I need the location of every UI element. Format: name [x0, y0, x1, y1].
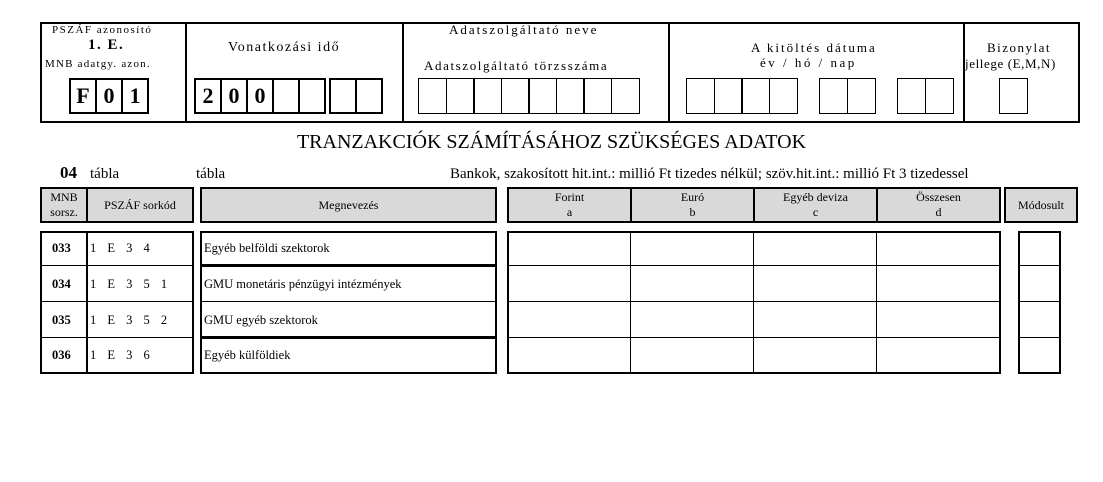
- col-header-mnb: [40, 187, 88, 223]
- doc-type-label: Bizonylat: [987, 40, 1052, 55]
- row-name: Egyéb belföldi szektorok: [204, 241, 330, 255]
- header-divider: [185, 22, 187, 123]
- mnb-id-cells: [69, 78, 147, 114]
- row-separator: [1018, 301, 1061, 302]
- provider-reg-cell[interactable]: [501, 78, 530, 114]
- col-header-modified-label: Módosult: [1017, 198, 1064, 212]
- provider-reg-cell[interactable]: [583, 78, 612, 114]
- provider-reg-cell[interactable]: [556, 78, 585, 114]
- value-col-divider: [630, 231, 631, 374]
- row-separator: [507, 265, 1001, 266]
- row-separator: [1018, 265, 1061, 266]
- row-code: 1 E 3 6: [90, 348, 154, 362]
- date-day-cells: [897, 78, 952, 114]
- date-year-cell[interactable]: [686, 78, 715, 114]
- value-col-divider: [876, 231, 877, 374]
- col-header-pszaf: [86, 187, 194, 223]
- provider-reg-cell[interactable]: [611, 78, 640, 114]
- doc-type-cell: [999, 78, 1027, 114]
- col-header-total-sub: d: [935, 205, 942, 219]
- period-char[interactable]: 0: [246, 78, 274, 114]
- row-name: Egyéb külföldiek: [204, 348, 291, 362]
- table-word-2: tábla: [196, 166, 226, 182]
- table-number: 04: [60, 163, 77, 182]
- doc-type-options: jellege (E,M,N): [965, 56, 1056, 71]
- date-year-cell[interactable]: [741, 78, 770, 114]
- row-separator: [40, 301, 194, 302]
- mnb-label: MNB adatgy. azon.: [45, 58, 151, 70]
- row-separator: [200, 301, 497, 302]
- col-header-other-label: Egyéb deviza: [783, 190, 848, 204]
- period-cells: [194, 78, 324, 114]
- row-separator: [40, 337, 194, 338]
- date-format: év / hó / nap: [760, 55, 857, 70]
- col-header-forint-label: Forint: [554, 190, 585, 204]
- col-header-mnb-line2: sorsz.: [50, 205, 78, 219]
- col-header-pszaf-label: PSZÁF sorkód: [104, 198, 176, 212]
- header-divider: [963, 22, 965, 123]
- form-code: 1. E.: [88, 37, 125, 53]
- table-word: tábla: [90, 166, 120, 182]
- col-header-modified: [1004, 187, 1078, 223]
- header-divider: [668, 22, 670, 123]
- date-day-cell[interactable]: [925, 78, 954, 114]
- date-year-cell[interactable]: [769, 78, 798, 114]
- date-year-cells: [686, 78, 796, 114]
- date-month-cell[interactable]: [847, 78, 876, 114]
- provider-name-label: Adatszolgáltató neve: [449, 22, 599, 37]
- row-separator: [200, 336, 497, 339]
- units-note: Bankok, szakosított hit.int.: millió Ft tizedes nélkül; szöv.hit.int.: millió Ft 3 tizedessel: [450, 166, 969, 182]
- left-block-divider: [86, 231, 88, 374]
- date-month-cell[interactable]: [819, 78, 848, 114]
- row-separator: [1018, 337, 1061, 338]
- col-header-total-label: Összesen: [916, 190, 961, 204]
- period-char[interactable]: [272, 78, 300, 114]
- mnb-id-char[interactable]: F: [69, 78, 97, 114]
- row-separator: [200, 264, 497, 267]
- row-separator: [507, 337, 1001, 338]
- row-separator: [40, 265, 194, 266]
- col-header-name: [200, 187, 497, 223]
- date-day-cell[interactable]: [897, 78, 926, 114]
- row-code: 1 E 3 5 2: [90, 313, 172, 327]
- rows-modified-block: [1018, 231, 1061, 374]
- col-header-euro: [630, 187, 755, 223]
- col-header-forint-sub: a: [566, 205, 573, 219]
- period-char[interactable]: 2: [194, 78, 222, 114]
- period-month-char[interactable]: [355, 78, 383, 114]
- col-header-other-sub: c: [812, 205, 819, 219]
- provider-reg-cell[interactable]: [446, 78, 475, 114]
- period-char[interactable]: [298, 78, 326, 114]
- period-char[interactable]: 0: [220, 78, 248, 114]
- row-number: 033: [52, 241, 71, 255]
- col-header-forint: [507, 187, 632, 223]
- period-month-char[interactable]: [329, 78, 357, 114]
- pszaf-label: PSZÁF azonosító: [52, 24, 153, 36]
- provider-reg-cell[interactable]: [473, 78, 502, 114]
- value-col-divider: [753, 231, 754, 374]
- date-year-cell[interactable]: [714, 78, 743, 114]
- row-name: GMU monetáris pénzügyi intézmények: [204, 277, 402, 291]
- col-header-euro-sub: b: [689, 205, 696, 219]
- provider-reg-label: Adatszolgáltató törzsszáma: [424, 58, 609, 73]
- date-label: A kitöltés dátuma: [751, 40, 877, 55]
- date-month-cells: [819, 78, 874, 114]
- rows-value-block: [507, 231, 1001, 374]
- row-number: 036: [52, 348, 71, 362]
- row-number: 034: [52, 277, 71, 291]
- col-header-name-label: Megnevezés: [318, 198, 379, 212]
- page-title: TRANZAKCIÓK SZÁMÍTÁSÁHOZ SZÜKSÉGES ADATOK: [296, 131, 807, 153]
- period-month-cells: [329, 78, 381, 114]
- period-label: Vonatkozási idő: [228, 40, 341, 55]
- provider-reg-cell[interactable]: [528, 78, 557, 114]
- provider-reg-cells: [418, 78, 638, 114]
- row-separator: [507, 301, 1001, 302]
- mnb-id-char[interactable]: 1: [121, 78, 149, 114]
- doc-type-input[interactable]: [999, 78, 1028, 114]
- col-header-total: [876, 187, 1001, 223]
- row-number: 035: [52, 313, 71, 327]
- row-code: 1 E 3 5 1: [90, 277, 172, 291]
- col-header-other: [753, 187, 878, 223]
- row-code: 1 E 3 4: [90, 241, 154, 255]
- col-header-mnb-line1: MNB: [50, 190, 78, 204]
- row-name: GMU egyéb szektorok: [204, 313, 318, 327]
- provider-reg-cell[interactable]: [418, 78, 447, 114]
- mnb-id-char[interactable]: 0: [95, 78, 123, 114]
- col-header-euro-label: Euró: [680, 190, 705, 204]
- header-divider: [402, 22, 404, 123]
